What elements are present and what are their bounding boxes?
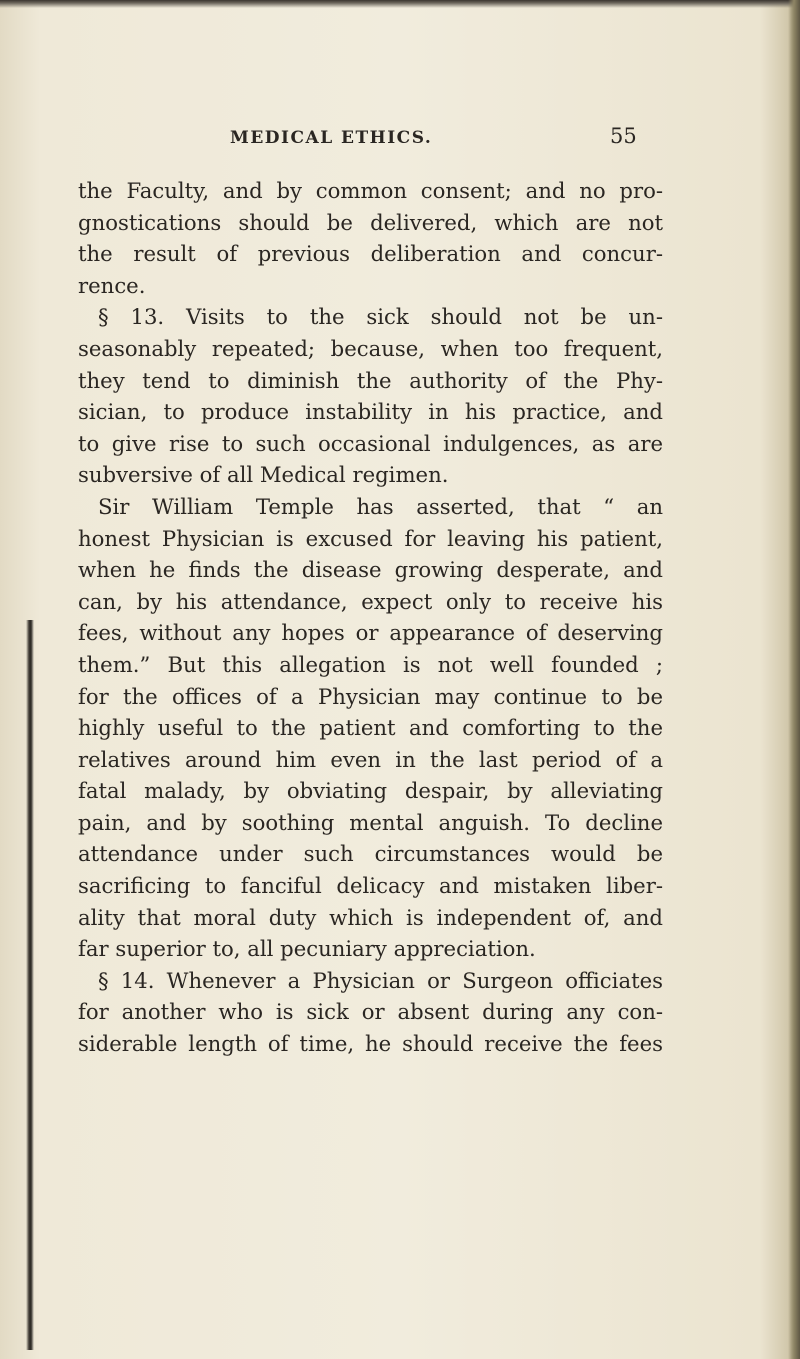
text-line: far superior to, all pecuniary appreciation. — [78, 936, 536, 962]
text-line: seasonably repeated; because, when too frequent, — [78, 335, 663, 361]
text-line: can, by his attendance, expect only to receive his — [78, 588, 663, 614]
text-line: gnostications should be delivered, which are not — [78, 209, 663, 235]
body-text — [78, 175, 663, 1060]
text-line: rence. — [78, 272, 146, 298]
text-line: § 14. Whenever a Physician or Surgeon officiates — [98, 967, 663, 993]
text-line: honest Physician is excused for leaving his patient, — [78, 525, 663, 551]
page-header — [0, 124, 800, 158]
text-line: Sir William Temple has asserted, that “ an — [98, 493, 663, 519]
text-line: § 13. Visits to the sick should not be un- — [98, 304, 663, 330]
text-line: sacrificing to fanciful delicacy and mistaken liber- — [78, 873, 663, 899]
page-edge-ridge — [26, 620, 34, 1350]
text-line: relatives around him even in the last period of a — [78, 746, 663, 772]
text-line: the result of previous deliberation and concur- — [78, 241, 663, 267]
scan-top-edge — [0, 0, 800, 8]
text-line: when he finds the disease growing desperate, and — [78, 557, 663, 583]
text-line: the Faculty, and by common consent; and no pro- — [78, 178, 663, 203]
text-line: for another who is sick or absent during any con- — [78, 999, 663, 1025]
text-line: highly useful to the patient and comforting to the — [78, 715, 663, 741]
page-number: 55 — [610, 124, 637, 148]
running-head: MEDICAL ETHICS. — [230, 128, 433, 148]
binding-gutter-shadow — [788, 0, 800, 1359]
text-line: for the offices of a Physician may continue to be — [78, 683, 663, 709]
text-line: to give rise to such occasional indulgences, as are — [78, 430, 663, 456]
text-line: attendance under such circumstances would be — [78, 841, 663, 867]
text-line: fatal malady, by obviating despair, by alleviating — [78, 778, 663, 804]
text-line: they tend to diminish the authority of the Phy- — [78, 367, 663, 393]
text-line: sician, to produce instability in his practice, and — [78, 399, 663, 425]
text-line: pain, and by soothing mental anguish. To decline — [78, 809, 663, 835]
text-line: them.” But this allegation is not well founded ; — [78, 651, 663, 677]
text-line: fees, without any hopes or appearance of deserving — [78, 620, 663, 646]
text-line: ality that moral duty which is independent of, and — [78, 904, 663, 930]
text-line: siderable length of time, he should receive the fees — [78, 1031, 663, 1057]
text-line: subversive of all Medical regimen. — [78, 462, 449, 488]
